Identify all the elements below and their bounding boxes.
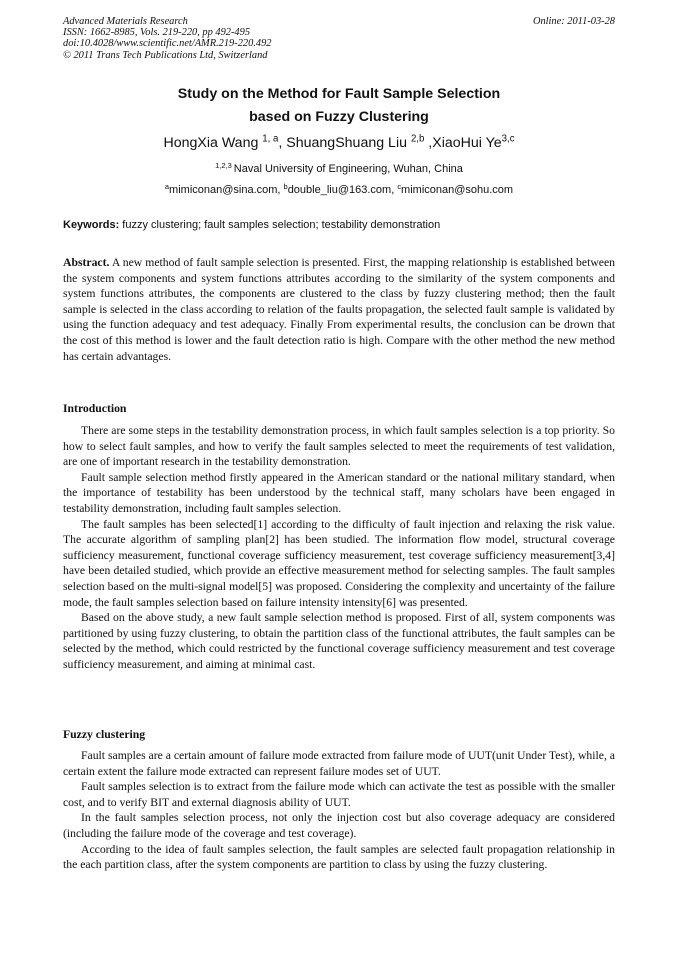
journal-name: Advanced Materials Research — [63, 16, 188, 27]
abstract — [63, 255, 615, 364]
author-affil-mark: 1, a — [262, 133, 279, 145]
email-mark: a — [164, 181, 170, 191]
abstract-label: Abstract. — [63, 256, 110, 269]
abstract-text: A new method of fault sample selection is presented. First, the mapping relationship is established between the system components and system functions attributes according to the similarity of the system components and system functions attributes, the components are clustered to the class by fuzzy clustering method; then the fault sample is selected in the class according to relation of the faults propagation, the selected fault sample is validated by using the function adequacy and test adequacy. Finally From experimental results, the conclusion can be drown that the cost of this method is lower and the fault detection ratio is high. Compare with the other method the new method has certain advantages. — [63, 256, 615, 363]
page-header — [63, 16, 615, 61]
author-list — [63, 135, 615, 151]
paragraph: Fault samples are a certain amount of failure mode extracted from failure mode of UUT(unit Under Test), while, a certain extent the failure mode extracted can represent failure modes set of UUT. — [63, 749, 615, 778]
introduction-body — [63, 423, 615, 673]
email-mark: b — [283, 181, 288, 191]
paragraph: Based on the above study, a new fault sample selection method is proposed. First of all, system components was partitioned by using fuzzy clustering, to obtain the partition class of the functional attributes, the fault samples can be selected by the method, which could restricted by the functional coverage sufficiency measurement and test coverage sufficiency measurement, and aiming at minimal cast. — [63, 611, 615, 671]
author-affil-mark: 3,c — [501, 133, 515, 145]
keywords-label: Keywords: — [63, 219, 120, 231]
paragraph: Fault sample selection method firstly appeared in the American standard or the national military standard, when the importance of testability has been understood by the technical staff, many scholars have been engaged in testability demonstration, including fault samples selection. — [63, 470, 615, 515]
title-line-1: Study on the Method for Fault Sample Selection — [177, 86, 501, 102]
email-list — [63, 181, 615, 196]
paragraph: There are some steps in the testability demonstration process, in which fault samples selection is a top priority. So how to select fault samples, and how to verify the fault samples selected to meet the requirements of test validation, are one of important research in the testability demonstration. — [63, 424, 615, 469]
doi-line: doi:10.4028/www.scientific.net/AMR.219-220.492 — [63, 38, 272, 50]
section-heading-fuzzy-clustering: Fuzzy clustering — [63, 728, 146, 741]
online-date: Online: 2011-03-28 — [532, 16, 615, 27]
email-address: mimiconan@sina.com, — [169, 184, 284, 196]
author-separator: , — [278, 135, 287, 151]
email-address: mimiconan@sohu.com — [401, 184, 514, 196]
paragraph: Fault samples selection is to extract from the failure mode which can activate the test as possible with the smaller cost, and to verify BIT and external diagnosis ability of UUT. — [63, 780, 615, 809]
affiliation — [63, 160, 615, 175]
author-name: XiaoHui Ye — [432, 135, 502, 151]
paragraph: In the fault samples selection process, not only the injection cost but also coverage adequacy are considered (including the failure mode of the coverage and test coverage). — [63, 811, 615, 840]
email-mark: c — [397, 181, 402, 191]
fuzzy-clustering-body — [63, 748, 615, 873]
issn-line: ISSN: 1662-8985, Vols. 219-220, pp 492-495 — [63, 27, 251, 39]
paragraph: The fault samples has been selected[1] according to the difficulty of fault injection and relaxing the risk value. The accurate algorithm of sampling plan[2] has been studied. The information flow model, structural coverage sufficiency measurement, functional coverage sufficiency measurement, test coverage sufficiency measurement[3,4] have been detailed studied, which provide an effective measurement method for selecting samples. The fault samples selection based on the multi-signal model[5] was proposed. Considering the complexity and uncertainty of the failure mode, the fault samples selection based on failure intensity intensity[6] was presented. — [63, 517, 615, 609]
keywords-text: fuzzy clustering; fault samples selection; testability demonstration — [119, 219, 441, 231]
author-name: ShuangShuang Liu — [286, 135, 411, 151]
paragraph: According to the idea of fault samples selection, the fault samples are selected fault propagation relationship in the each partition class, after the system components are partition to class by using the fuzzy clustering. — [63, 842, 615, 872]
email-address: double_liu@163.com, — [287, 184, 398, 196]
keywords — [63, 219, 615, 231]
author-name: HongXia Wang — [163, 135, 263, 151]
affiliation-text: Naval University of Engineering, Wuhan, China — [233, 163, 463, 175]
copyright-line: © 2011 Trans Tech Publications Ltd, Switzerland — [63, 49, 268, 61]
section-heading-introduction: Introduction — [63, 402, 127, 415]
affiliation-mark: 1,2,3 — [215, 160, 234, 170]
paper-title — [63, 83, 615, 129]
author-affil-mark: 2,b — [410, 133, 425, 145]
title-line-2: based on Fuzzy Clustering — [249, 109, 429, 125]
author-separator: , — [424, 135, 433, 151]
